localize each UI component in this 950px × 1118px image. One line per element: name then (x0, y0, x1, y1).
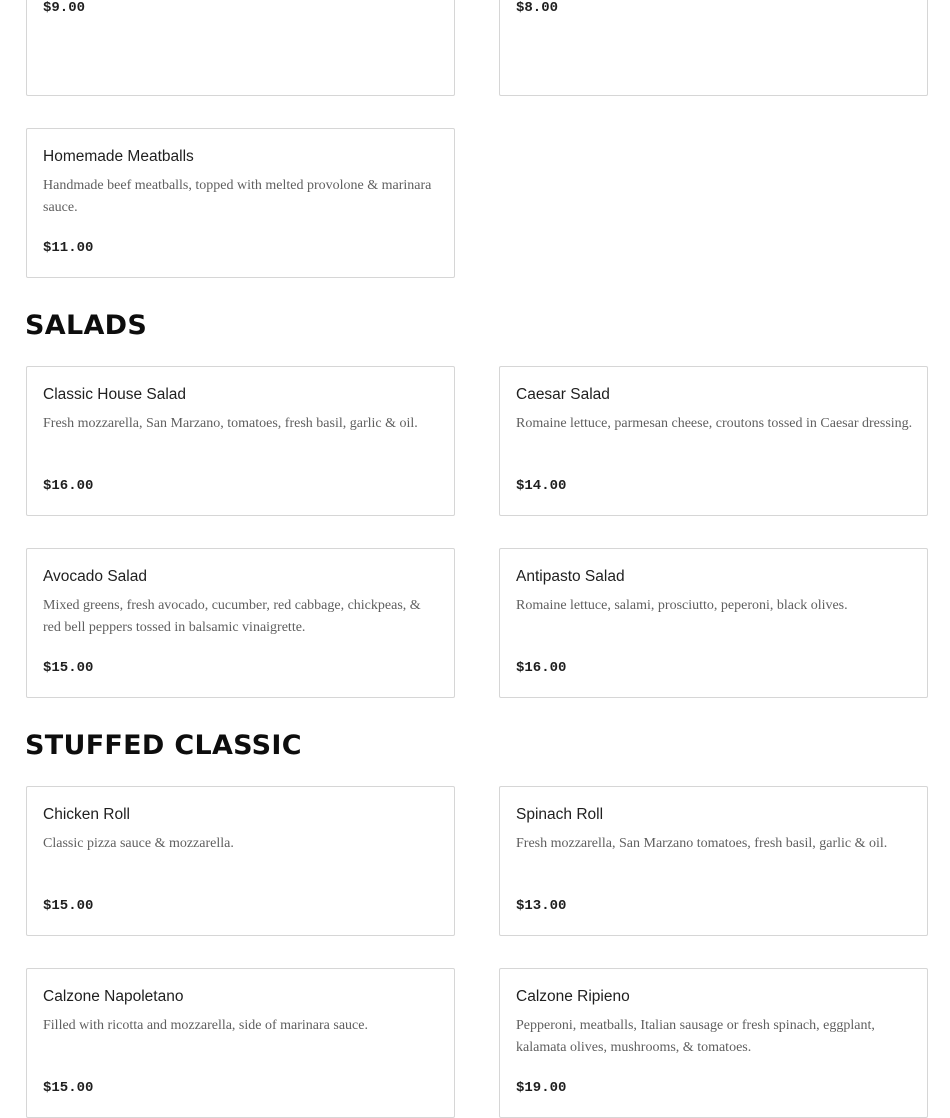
menu-item-description: Romaine lettuce, parmesan cheese, croutons tossed in Caesar dressing. (516, 416, 913, 431)
menu-item-description: Pepperoni, meatballs, Italian sausage or fresh spinach, eggplant, kalamata olives, mushrooms, & tomatoes. (516, 1018, 875, 1055)
menu-item-name: Chicken Roll (43, 806, 131, 823)
menu-item-price: $13.00 (516, 898, 567, 914)
menu-item-price: $16.00 (43, 478, 94, 494)
menu-item-name: Antipasto Salad (516, 568, 625, 585)
menu-item-price: $19.00 (516, 1080, 567, 1096)
menu-item-description: Fresh mozzarella, San Marzano tomatoes, fresh basil, garlic & oil. (516, 836, 888, 851)
menu-item-price: $9.00 (43, 0, 86, 16)
menu-item-card[interactable] (26, 128, 455, 278)
menu-item-price: $15.00 (43, 660, 94, 676)
menu-item-description: Classic pizza sauce & mozzarella. (43, 836, 234, 851)
menu-item-name: Calzone Ripieno (516, 988, 630, 1005)
menu-item-card[interactable] (499, 548, 928, 698)
section-title-stuffed-classic: STUFFED CLASSIC (25, 730, 302, 761)
menu-item-card[interactable] (26, 366, 455, 516)
menu-item-card[interactable] (26, 968, 455, 1118)
menu-item-card[interactable] (499, 366, 928, 516)
menu-item-card[interactable] (26, 0, 455, 96)
menu-item-name: Classic House Salad (43, 386, 187, 403)
menu-item-description: Mixed greens, fresh avocado, cucumber, red cabbage, chickpeas, & red bell peppers tossed in balsamic vinaigrette. (43, 598, 421, 635)
menu-item-card[interactable] (499, 968, 928, 1118)
menu-item-price: $16.00 (516, 660, 567, 676)
menu-item-card[interactable] (26, 786, 455, 936)
menu-item-card[interactable] (499, 0, 928, 96)
menu-item-name: Caesar Salad (516, 386, 610, 403)
menu-item-description: Filled with ricotta and mozzarella, side of marinara sauce. (43, 1018, 368, 1033)
menu-item-card[interactable] (499, 786, 928, 936)
menu-item-name: Homemade Meatballs (43, 148, 194, 165)
menu-item-description: Fresh mozzarella, San Marzano, tomatoes, fresh basil, garlic & oil. (43, 416, 418, 431)
menu-item-price: $14.00 (516, 478, 567, 494)
menu-item-price: $11.00 (43, 240, 94, 256)
menu-item-name: Avocado Salad (43, 568, 147, 585)
menu-item-price: $15.00 (43, 1080, 94, 1096)
section-title-salads: SALADS (25, 310, 148, 341)
menu-item-price: $8.00 (516, 0, 559, 16)
menu-item-price: $15.00 (43, 898, 94, 914)
menu-item-name: Calzone Napoletano (43, 988, 184, 1005)
menu-item-card[interactable] (26, 548, 455, 698)
menu-item-description: Handmade beef meatballs, topped with melted provolone & marinara sauce. (43, 178, 432, 215)
menu-item-name: Spinach Roll (516, 806, 604, 823)
menu-item-description: Romaine lettuce, salami, prosciutto, peperoni, black olives. (516, 598, 848, 613)
